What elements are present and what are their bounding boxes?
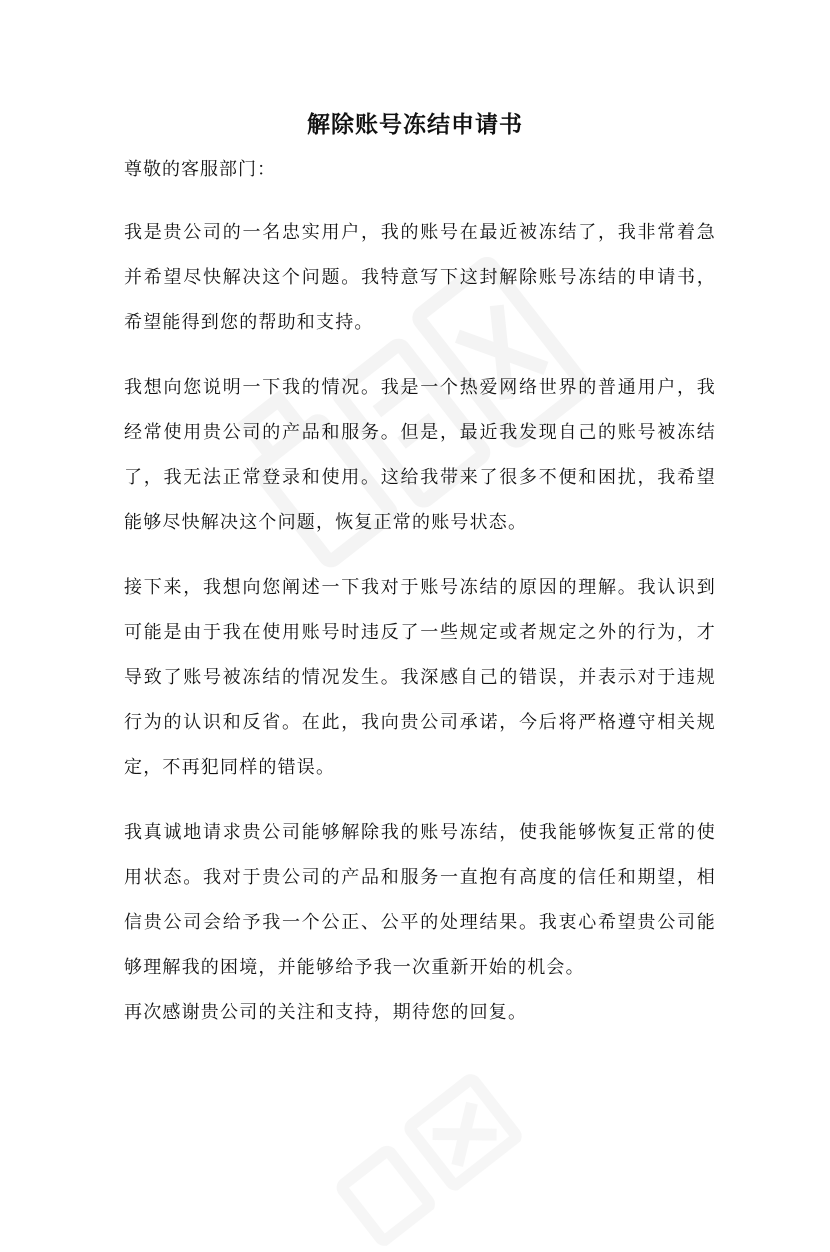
paragraph-1: 我是贵公司的一名忠实用户，我的账号在最近被冻结了，我非常着急并希望尽快解决这个问题。我特意写下这封解除账号冻结的申请书，希望能得到您的帮助和支持。 [124,222,716,333]
document-title: 解除账号冻结申请书 [307,111,523,138]
closing-line: 再次感谢贵公司的关注和支持，期待您的回复。 [124,1002,528,1023]
salutation: 尊敬的客服部门： [124,159,276,180]
paragraph-3: 接下来，我想向您阐述一下我对于账号冻结的原因的理解。我认识到可能是由于我在使用账号时违反了一些规定或者规定之外的行为，才导致了账号被冻结的情况发生。我深感自己的错误，并表示对于违规行为的认识和反省。在此，我向贵公司承诺，今后将严格遵守相关规定，不再犯同样的错误。 [124,577,716,778]
paragraph-2: 我想向您说明一下我的情况。我是一个热爱网络世界的普通用户，我经常使用贵公司的产品和服务。但是，最近我发现自己的账号被冻结了，我无法正常登录和使用。这给我带来了很多不便和困扰，我希望能够尽快解决这个问题，恢复正常的账号状态。 [124,377,716,533]
paragraph-4: 我真诚地请求贵公司能够解除我的账号冻结，使我能够恢复正常的使用状态。我对于贵公司的产品和服务一直抱有高度的信任和期望，相信贵公司会给予我一个公正、公平的处理结果。我衷心希望贵公司能够理解我的困境，并能够给予我一次重新开始的机会。 [124,822,716,978]
watermark-logo-bottom [323,1058,536,1252]
